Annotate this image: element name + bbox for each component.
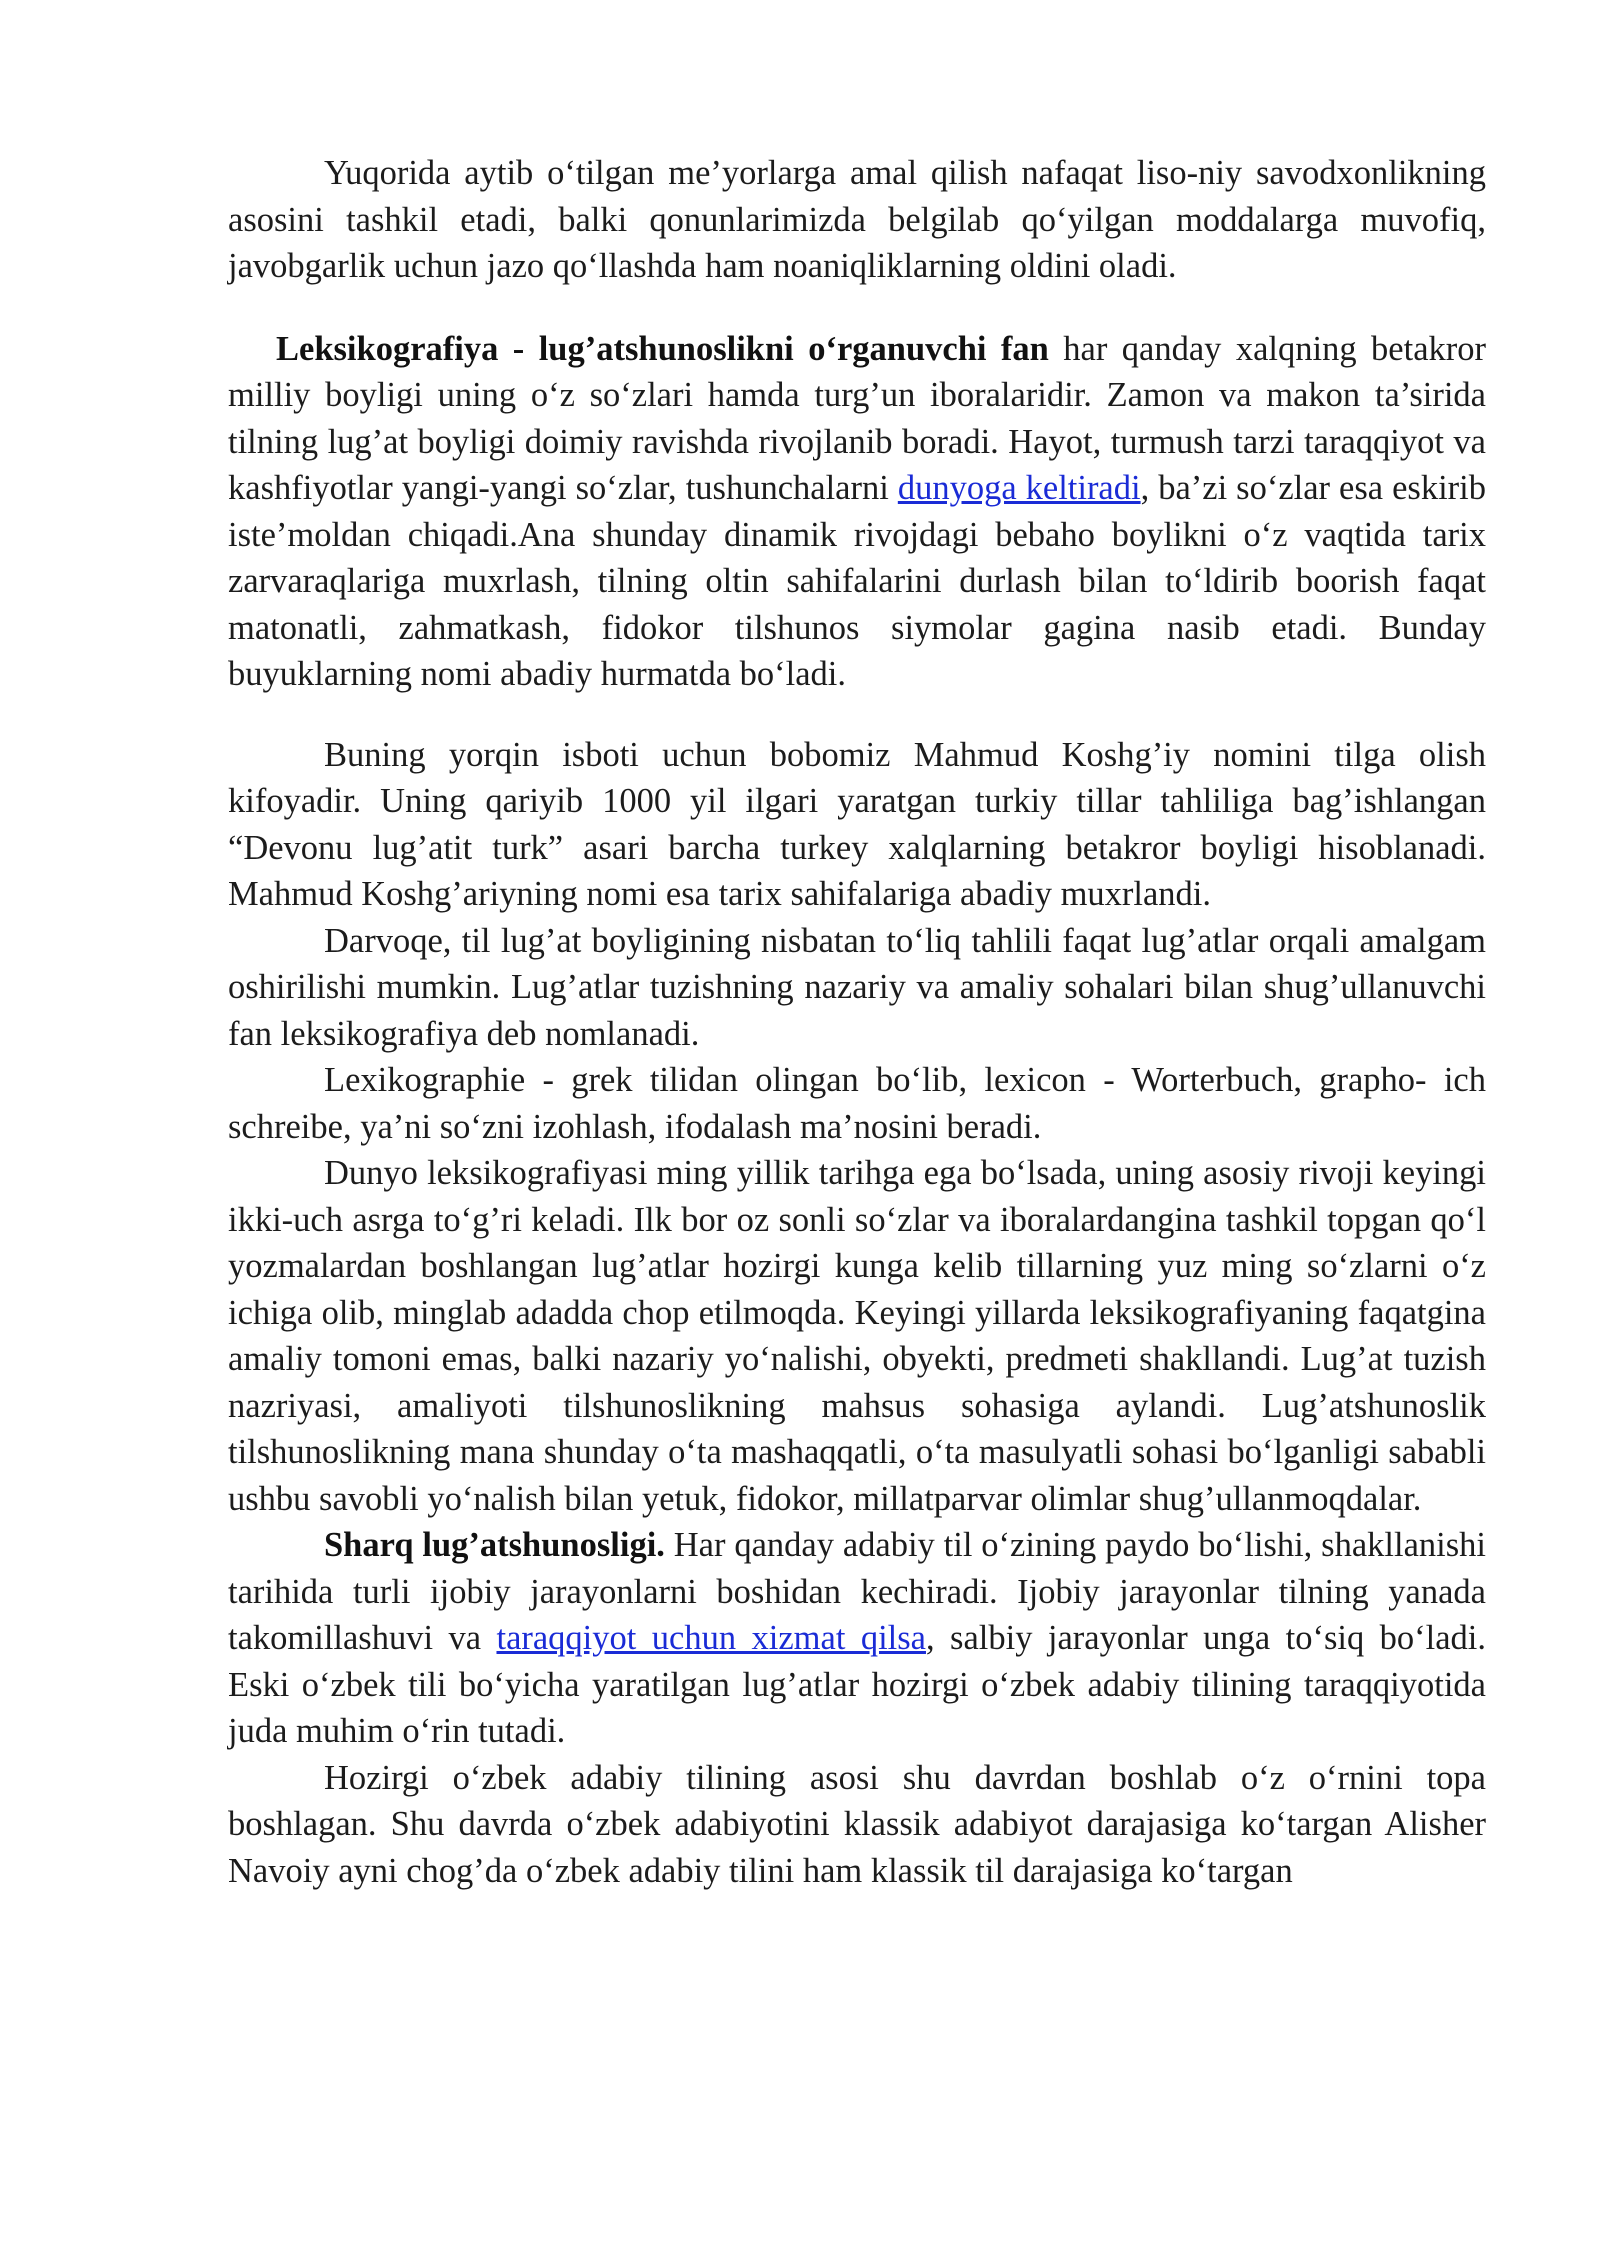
paragraph-text: Har qanday adabiy til o‘zining paydo bo‘lishi, shakllanishi tarihida turli ijobiy jarayonlarni boshidan kechiradi. Ijobiy jarayonlar tilning yanada takomillashuvi va	[228, 1526, 1486, 1657]
paragraph-eastern-lexicography	[228, 1522, 1486, 1755]
paragraph-dictionaries: Darvoqe, til lug’at boyligining nisbatan to‘liq tahlili faqat lug’atlar orqali amalgam oshirilishi mumkin. Lug’atlar tuzishning nazariy va amaliy sohalari bilan shug’ullanuvchi fan leksikografiya deb nomlanadi.	[228, 921, 1486, 1053]
link-dunyoga-keltiradi[interactable]: dunyoga keltiradi	[897, 469, 1141, 507]
paragraph-world-lexicography: Dunyo leksikografiyasi ming yillik tarihga ega bo‘lsada, uning asosiy rivoji keyingi ikki-uch asrga to‘g’ri keladi. Ilk bor oz sonli so‘zlar va iboralardangina tashkil topgan qo‘l yozmalardan boshlangan lug’atlar hozirgi kunga kelib tillarning yuz ming so‘zlarni o‘z ichiga olib, minglab adadda chop etilmoqda. Keyingi yillarda leksikografiyaning faqatgina amaliy tomoni emas, balki nazariy yo‘nalishi, obyekti, predmeti shakllandi. Lug’at tuzish nazriyasi, amaliyoti tilshunoslikning mahsus sohasiga aylandi. Lug’atshunoslik tilshunoslikning mana shunday o‘ta mashaqqatli, o‘ta masulyatli sohasi bo‘lganligi sababli ushbu savobli yo‘nalish bilan yetuk, fidokor, millatparvar olimlar shug’ullanmoqdalar.	[228, 1154, 1486, 1518]
paragraph-text: , salbiy jarayonlar unga to‘siq bo‘ladi. Eski o‘zbek tili bo‘yicha yaratilgan lug’atlar hozirgi o‘zbek adabiy tilining taraqqiyotida juda muhim o‘rin tutadi.	[228, 1619, 1486, 1750]
term-sharq: Sharq lug’atshunosligi.	[324, 1526, 665, 1564]
paragraph-etymology: Lexikographie - grek tilidan olingan bo‘lib, lexicon - Worterbuch, grapho- ich schreibe, ya’ni so‘zni izohlash, ifodalash ma’nosini beradi.	[228, 1061, 1486, 1146]
paragraph-text: har qanday xalqning betakror milliy boyligi uning o‘z so‘zlari hamda turg’un iboralaridir. Zamon va makon ta’sirida tilning lug’at boyligi doimiy ravishda rivojlanib boradi. Hayot, turmush tarzi taraqqiyot va kashfiyotlar yangi-yangi so‘zlar, tushunchalarni	[228, 329, 1486, 507]
paragraph-text: , ba’zi so‘zlar esa eskirib iste’moldan chiqadi.Ana shunday dinamik rivojdagi bebaho boylikni o‘z vaqtida tarix zarvaraqlariga muxrlash, tilning oltin sahifalarini durlash bilan to‘ldirib boorish faqat matonatli, zahmatkash, fidokor tilshunos siymolar gagina nasib etadi. Bunday buyuklarning nomi abadiy hurmatda bo‘ladi.	[228, 469, 1486, 693]
document-page	[228, 150, 1486, 1894]
link-taraqqiyot[interactable]: taraqqiyot uchun xizmat qilsa	[496, 1619, 926, 1657]
paragraph-navoiy: Hozirgi o‘zbek adabiy tilining asosi shu davrdan boshlab o‘z o‘rnini topa boshlagan. Shu davrda o‘zbek adabiyotini klassik adabiyot darajasiga ko‘targan Alisher Navoiy ayni chog’da o‘zbek adabiy tilini ham klassik til darajasiga ko‘targan	[228, 1758, 1486, 1890]
term-lexicography: Leksikografiya - lug’atshunoslikni o‘rganuvchi fan	[276, 329, 1049, 368]
paragraph-norms: Yuqorida aytib o‘tilgan me’yorlarga amal qilish nafaqat liso-niy savodxonlikning asosini tashkil etadi, balki qonunlarimizda belgilab qo‘yilgan moddalarga muvofiq, javobgarlik uchun jazo qo‘llashda ham noaniqliklarning oldini oladi.	[228, 154, 1486, 285]
paragraph-lexicography	[228, 326, 1486, 698]
paragraph-koshgari: Buning yorqin isboti uchun bobomiz Mahmud Koshg’iy nomini tilga olish kifoyadir. Uning qariyib 1000 yil ilgari yaratgan turkiy tillar tahliliga bag’ishlangan “Devonu lug’atit turk” asari barcha turkey xalqlarning betakror boyligi hisoblanadi. Mahmud Koshg’ariyning nomi esa tarix sahifalariga abadiy muxrlandi.	[228, 735, 1486, 913]
